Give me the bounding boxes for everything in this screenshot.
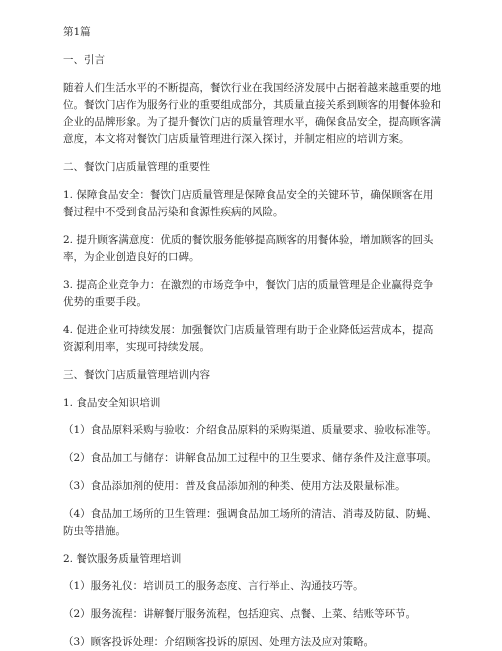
- paragraph-line: 意度，本文将对餐饮门店质量管理进行深入探讨，并制定相应的培训方案。: [63, 133, 410, 145]
- paragraph-line: 1. 保障食品安全：餐饮门店质量管理是保障食品安全的关键环节，确保顾客在用: [63, 189, 434, 201]
- training-item: [63, 578, 444, 595]
- paragraph-line: 优势的重要手段。: [63, 296, 147, 308]
- subsection-title-service-quality: 2. 餐饮服务质量管理培训: [63, 553, 182, 565]
- training-item: [63, 450, 444, 467]
- paragraph-line: 率，为企业创造良好的口碑。: [63, 251, 200, 263]
- training-item: [63, 606, 444, 623]
- training-item: [63, 506, 444, 540]
- paragraph-line: （1）服务礼仪：培训员工的服务态度、言行举止、沟通技巧等。: [63, 580, 364, 592]
- paragraph-line: 餐过程中不受到食品污染和食源性疾病的风险。: [63, 206, 284, 218]
- importance-item: [63, 322, 444, 356]
- section-heading-intro: 一、引言: [63, 54, 105, 66]
- piece-label: 第1篇: [63, 26, 91, 38]
- paragraph-line: 随着人们生活水平的不断提高，餐饮行业在我国经济发展中占据着越来越重要的地: [63, 82, 441, 94]
- paragraph-line: （2）食品加工与储存：讲解食品加工过程中的卫生要求、储存条件及注意事项。: [63, 452, 438, 464]
- paragraph-line: （3）食品添加剂的使用：普及食品添加剂的种类、使用方法及限量标准。: [63, 480, 406, 492]
- training-item: [63, 422, 444, 439]
- paragraph-line: 资源利用率，实现可持续发展。: [63, 341, 210, 353]
- importance-item: [63, 187, 444, 221]
- paragraph-line: 位。餐饮门店作为服务行业的重要组成部分，其质量直接关系到顾客的用餐体验和: [63, 99, 441, 111]
- training-item: [63, 478, 444, 495]
- paragraph-line: 企业的品牌形象。为了提升餐饮门店的质量管理水平，确保食品安全，提高顾客满: [63, 116, 441, 128]
- paragraph-line: （2）服务流程：讲解餐厅服务流程，包括迎宾、点餐、上菜、结账等环节。: [63, 608, 417, 620]
- intro-paragraph: [63, 80, 444, 148]
- paragraph-line: 防虫等措施。: [63, 525, 126, 537]
- paragraph-line: （4）食品加工场所的卫生管理：强调食品加工场所的清洁、消毒及防鼠、防蝇、: [63, 508, 438, 520]
- paragraph-line: （3）顾客投诉处理：介绍顾客投诉的原因、处理方法及应对策略。: [63, 636, 375, 648]
- paragraph-line: 4. 促进企业可持续发展：加强餐饮门店质量管理有助于企业降低运营成本，提高: [63, 324, 434, 336]
- paragraph-line: 2. 提升顾客满意度：优质的餐饮服务能够提高顾客的用餐体验，增加顾客的回头: [63, 234, 434, 246]
- section-heading-importance: 二、餐饮门店质量管理的重要性: [63, 161, 210, 173]
- importance-item: [63, 232, 444, 266]
- subsection-title-food-safety: 1. 食品安全知识培训: [63, 397, 161, 409]
- section-heading-content: 三、餐饮门店质量管理培训内容: [63, 369, 210, 381]
- paragraph-line: 3. 提高企业竞争力：在激烈的市场竞争中，餐饮门店的质量管理是企业赢得竞争: [63, 279, 434, 291]
- training-item: [63, 634, 444, 651]
- importance-item: [63, 277, 444, 311]
- paragraph-line: （1）食品原料采购与验收：介绍食品原料的采购渠道、质量要求、验收标准等。: [63, 424, 438, 436]
